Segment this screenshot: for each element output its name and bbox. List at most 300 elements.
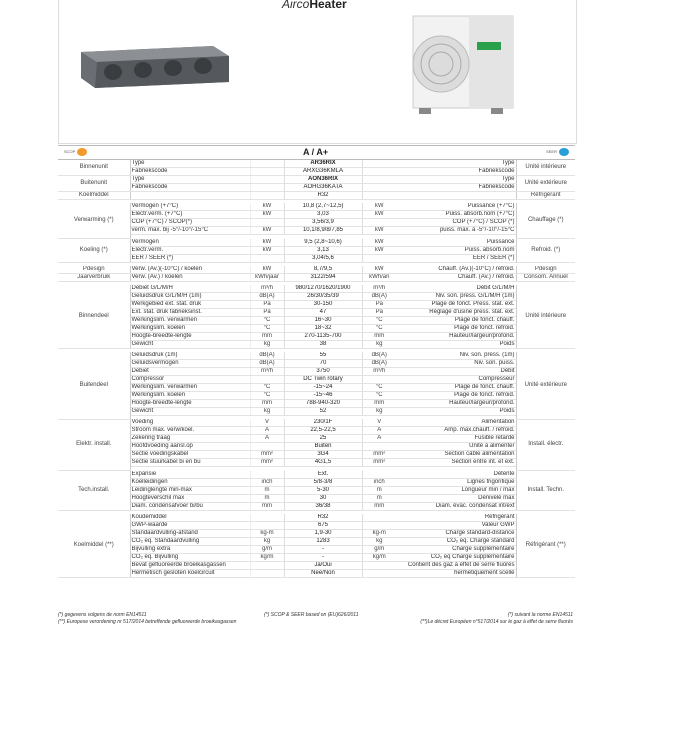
unit-fr: kW <box>362 211 396 219</box>
spec-label-fr: Type <box>396 176 516 184</box>
group-label-nl: Buitenunit <box>58 176 130 192</box>
spec-value: ARXG36KMLA <box>284 168 362 176</box>
unit-nl: mm <box>250 332 284 340</box>
spec-label-fr: Niv. son. puiss. <box>396 359 516 367</box>
spec-value: 55 <box>284 352 362 360</box>
group-label-nl: Jaarverbruik <box>58 273 130 281</box>
spec-label-nl: Bijvulling extra <box>130 545 250 553</box>
spec-value: 47 <box>284 308 362 316</box>
spec-value: 980/1270/1620/1900 <box>284 285 362 293</box>
unit-nl: dB(A) <box>250 359 284 367</box>
unit-nl: dB(A) <box>250 292 284 300</box>
spec-label-fr: Amp. max.chauff. / refroid. <box>396 427 516 435</box>
spec-label-nl: verm. max. bij -5°/-10°/-15°C <box>130 227 250 235</box>
unit-nl: °C <box>250 391 284 399</box>
unit-fr: mm <box>362 399 396 407</box>
spec-label-nl: Debiet <box>130 367 250 375</box>
spec-label-nl: Standaardvulling-afstand <box>130 529 250 537</box>
spec-value: R32 <box>284 514 362 522</box>
unit-fr: dB(A) <box>362 352 396 360</box>
table-row <box>58 459 575 467</box>
group-label-fr: Unité extérieure <box>516 176 575 192</box>
group-label-fr: Unité intérieure <box>516 160 575 176</box>
table-row <box>58 443 575 451</box>
spec-label-nl: Leidinglengte min-max <box>130 486 250 494</box>
table-row <box>58 246 575 254</box>
group-label-nl: Binnenunit <box>58 160 130 176</box>
table-row <box>58 292 575 300</box>
unit-nl: kg-m <box>250 529 284 537</box>
spec-label-nl: Geluidsvermogen <box>130 359 250 367</box>
table-row <box>58 192 575 200</box>
spec-value: 3122/594 <box>284 273 362 281</box>
unit-nl: kW <box>250 211 284 219</box>
spec-label-fr: Puiss. absorb.nom <box>396 246 516 254</box>
unit-fr: kg <box>362 537 396 545</box>
spec-label-fr: CO₂ eq. Charge standard <box>396 537 516 545</box>
table-row <box>58 308 575 316</box>
unit-nl <box>250 254 284 262</box>
spec-label-fr: Dénivelé max <box>396 494 516 502</box>
spec-label-nl: Compressor <box>130 375 250 383</box>
spec-label-fr: Puissance <box>396 239 516 247</box>
spec-label-fr: Diam. évac. condensat int/ext <box>396 502 516 510</box>
spec-label-nl: Voeding <box>130 419 250 427</box>
unit-fr <box>362 561 396 569</box>
unit-fr: kW <box>362 246 396 254</box>
spec-label-fr: Lignes frigorifique <box>396 478 516 486</box>
spec-label-fr: Valeur GWP <box>396 521 516 529</box>
table-row <box>58 176 575 184</box>
group-label-fr: Réfrigérant (**) <box>516 514 575 578</box>
spec-label-nl: EER / SEER (*) <box>130 254 250 262</box>
unit-nl: mm <box>250 399 284 407</box>
spec-value: 1,9-30 <box>284 529 362 537</box>
spec-value: AR36RIX <box>284 160 362 168</box>
table-row <box>58 324 575 332</box>
group-label-fr: Install. électr. <box>516 419 575 471</box>
spec-label-fr: EER / SEER (*) <box>396 254 516 262</box>
unit-fr <box>362 521 396 529</box>
table-row <box>58 266 575 274</box>
footnote-scop: (*) SCOP & SEER based on (EU)626/2011 <box>264 612 359 618</box>
unit-nl: kWh/jaar <box>250 273 284 281</box>
unit-nl: kg <box>250 537 284 545</box>
spec-label-fr: Plage de fonct. Press. stat. ext. <box>396 300 516 308</box>
table-row <box>58 239 575 247</box>
brand-logo: AircoHeater <box>282 0 347 11</box>
table-row <box>58 521 575 529</box>
spec-label-fr: puiss. max. à -5°/-10°/-15°C <box>396 227 516 235</box>
group-label-fr: Consom. Annuel <box>516 273 575 281</box>
table-row <box>58 211 575 219</box>
spec-label-nl: Type <box>130 176 250 184</box>
unit-nl: A <box>250 427 284 435</box>
unit-fr <box>362 168 396 176</box>
spec-label-fr: Débit <box>396 367 516 375</box>
spec-label-fr: Fusible retardé <box>396 435 516 443</box>
table-row <box>58 168 575 176</box>
product-images <box>58 0 577 144</box>
unit-nl: m <box>250 486 284 494</box>
unit-nl: °C <box>250 383 284 391</box>
energy-class: A / A+ <box>303 147 329 157</box>
table-row <box>58 367 575 375</box>
unit-nl: g/m <box>250 545 284 553</box>
unit-nl: m <box>250 494 284 502</box>
spec-label-nl: Bevat gefluoreerde broeikasgassen <box>130 561 250 569</box>
spec-value: 788-940-320 <box>284 399 362 407</box>
footnote-nl-1: (*) gegevens volgens de norm EN14511 <box>58 612 147 618</box>
spec-label-fr: Type <box>396 160 516 168</box>
table-row <box>58 254 575 262</box>
table-row <box>58 203 575 211</box>
unit-fr: kW <box>362 266 396 274</box>
table-row <box>58 553 575 561</box>
spec-value: Ext. <box>284 471 362 479</box>
unit-nl <box>250 219 284 227</box>
unit-nl: mm² <box>250 451 284 459</box>
spec-label-fr: Chauff. (Av.) / refroid. <box>396 273 516 281</box>
spec-value: 270-1135-700 <box>284 332 362 340</box>
table-row <box>58 471 575 479</box>
unit-nl: A <box>250 435 284 443</box>
footnote-fr-1: (*) suivant la norme EN14511 <box>507 612 573 618</box>
spec-label-fr: Plage de fonct. chauff. <box>396 316 516 324</box>
spec-value: 9,5 (2,8~10,6) <box>284 239 362 247</box>
spec-label-nl: Geluidsdruk G/L/M/H (1m) <box>130 292 250 300</box>
unit-fr: mm <box>362 502 396 510</box>
spec-label-fr: Poids <box>396 407 516 415</box>
spec-label-nl: Verw. (Av.)(-10°C) / koelen <box>130 266 250 274</box>
unit-nl: kW <box>250 203 284 211</box>
group-label-fr: Unité intérieure <box>516 285 575 349</box>
spec-label-nl: Sectie stuurkabel bi en bu <box>130 459 250 467</box>
spec-value: 36/38 <box>284 502 362 510</box>
unit-fr: kg/m <box>362 553 396 561</box>
spec-label-nl: Geluidsdruk (1m) <box>130 352 250 360</box>
group-label-nl: Binnendeel <box>58 285 130 349</box>
spec-label-fr: Hauteur/largeur/profond. <box>396 332 516 340</box>
unit-nl <box>250 176 284 184</box>
spec-value: Buiten <box>284 443 362 451</box>
spec-value: AON36RIX <box>284 176 362 184</box>
spec-value: 5-30 <box>284 486 362 494</box>
table-row <box>58 160 575 168</box>
spec-value: 3750 <box>284 367 362 375</box>
unit-nl: kW <box>250 246 284 254</box>
unit-nl <box>250 192 284 200</box>
unit-fr <box>362 219 396 227</box>
unit-fr: A <box>362 435 396 443</box>
spec-value: 26/30/35/39 <box>284 292 362 300</box>
spec-label-nl <box>130 192 250 200</box>
unit-fr: dB(A) <box>362 359 396 367</box>
spec-value: - <box>284 553 362 561</box>
spec-label-fr: Longueur min / max <box>396 486 516 494</box>
spec-value: 230/1F <box>284 419 362 427</box>
spec-label-nl: Werkingslim. verwarmen <box>130 316 250 324</box>
table-row <box>58 399 575 407</box>
spec-value: 3,13 <box>284 246 362 254</box>
spec-label-nl: Koudemiddel <box>130 514 250 522</box>
unit-nl: °C <box>250 324 284 332</box>
unit-fr: V <box>362 419 396 427</box>
spec-value: 70 <box>284 359 362 367</box>
spec-value: 16~30 <box>284 316 362 324</box>
unit-nl: kW <box>250 266 284 274</box>
table-row <box>58 419 575 427</box>
spec-label-fr: COP (+7°C) / SCOP (*) <box>396 219 516 227</box>
table-row <box>58 478 575 486</box>
spec-value: 4G1,5 <box>284 459 362 467</box>
scop-logo: SCOP <box>64 148 87 156</box>
spec-value: 1283 <box>284 537 362 545</box>
unit-fr <box>362 514 396 522</box>
unit-fr <box>362 184 396 192</box>
unit-fr: °C <box>362 383 396 391</box>
table-row <box>58 332 575 340</box>
unit-nl <box>250 521 284 529</box>
spec-label-nl: Gewicht <box>130 407 250 415</box>
unit-nl: mm² <box>250 459 284 467</box>
unit-fr <box>362 160 396 168</box>
spec-value: DC Twin rotary <box>284 375 362 383</box>
spec-value: 10,8 (2,7~12,5) <box>284 203 362 211</box>
spec-label-nl: Hoogte-breedte-lengte <box>130 332 250 340</box>
footnote-fr-2: (**)Le décret Européen n°517/2014 sur le gaz à effet de serre fluorés <box>420 619 573 625</box>
spec-label-nl: Werkgebied ext. stat. druk <box>130 300 250 308</box>
unit-fr: Pa <box>362 308 396 316</box>
table-row <box>58 514 575 522</box>
spec-label-nl: Hoofdvoeding aansl.op <box>130 443 250 451</box>
spec-label-fr: Contient des gaz à effet de serre fluorés <box>396 561 516 569</box>
unit-fr: m <box>362 494 396 502</box>
spec-label-nl: Sectie voedingskabel <box>130 451 250 459</box>
spec-label-fr: Poids <box>396 340 516 348</box>
spec-label-nl: COP (+7°C) / SCOP(*) <box>130 219 250 227</box>
table-row <box>58 451 575 459</box>
table-row <box>58 340 575 348</box>
unit-nl: m³/h <box>250 285 284 293</box>
spec-value: 3G4 <box>284 451 362 459</box>
unit-nl: mm <box>250 502 284 510</box>
spec-label-nl: Gewicht <box>130 340 250 348</box>
table-row <box>58 352 575 360</box>
unit-fr: kWh/an <box>362 273 396 281</box>
spec-value: 10,1/8,9/8/7,85 <box>284 227 362 235</box>
spec-label-nl: Werkingslim. verwarmen <box>130 383 250 391</box>
spec-label-nl: Ext. stat. druk fabrieksinst. <box>130 308 250 316</box>
spec-value: - <box>284 545 362 553</box>
spec-value: 3,03 <box>284 211 362 219</box>
seer-logo: SEER <box>546 148 569 156</box>
unit-fr: inch <box>362 478 396 486</box>
group-label-nl: Koelmiddel (**) <box>58 514 130 578</box>
spec-label-fr: Plage de fonct. refroid. <box>396 391 516 399</box>
group-label-fr: Unité extérieure <box>516 352 575 420</box>
spec-label-nl: Vermogen <box>130 239 250 247</box>
unit-fr: mm² <box>362 459 396 467</box>
spec-value: -15~46 <box>284 391 362 399</box>
unit-nl <box>250 168 284 176</box>
unit-fr: dB(A) <box>362 292 396 300</box>
spec-value: 675 <box>284 521 362 529</box>
unit-nl <box>250 561 284 569</box>
group-label-nl: Koelmiddel <box>58 192 130 200</box>
spec-label-nl: Hermetisch gesloten koelcircuit <box>130 569 250 577</box>
spec-label-nl: Vermogen (+7°C) <box>130 203 250 211</box>
spec-value: Ja/Oui <box>284 561 362 569</box>
spec-label-nl: Zekering traag <box>130 435 250 443</box>
spec-label-fr: Niv. son. press. G/L/M/H (1m) <box>396 292 516 300</box>
unit-fr: m³/h <box>362 285 396 293</box>
spec-value: 5/8-3/8 <box>284 478 362 486</box>
table-row <box>58 300 575 308</box>
unit-fr: kW <box>362 227 396 235</box>
unit-fr <box>362 471 396 479</box>
unit-nl: kW <box>250 227 284 235</box>
spec-value: -15~24 <box>284 383 362 391</box>
spec-label-nl: Electr.verm. <box>130 246 250 254</box>
table-row <box>58 545 575 553</box>
indoor-unit-image <box>73 42 229 90</box>
spec-label-nl: Diam. condensafvoer bi/bu <box>130 502 250 510</box>
spec-label-fr: Chauff. (Av.)(-10°C) / refroid. <box>396 266 516 274</box>
spec-label-fr: Fabriekscode <box>396 168 516 176</box>
group-label-fr: Pdesign <box>516 266 575 274</box>
table-row <box>58 383 575 391</box>
unit-fr: kg <box>362 340 396 348</box>
spec-label-fr: Unité à alimenter <box>396 443 516 451</box>
spec-value: Nee/Non <box>284 569 362 577</box>
group-label-nl: Buitendeel <box>58 352 130 420</box>
unit-fr: kg <box>362 407 396 415</box>
spec-value: 8,7/9,5 <box>284 266 362 274</box>
spec-label-nl: CO₂ eq. Bijvulling <box>130 553 250 561</box>
unit-fr: °C <box>362 324 396 332</box>
unit-fr: kW <box>362 239 396 247</box>
spec-value: 52 <box>284 407 362 415</box>
spec-label-fr: Plage de fonct. chauff. <box>396 383 516 391</box>
table-row <box>58 486 575 494</box>
table-row <box>58 435 575 443</box>
unit-nl <box>250 443 284 451</box>
table-row <box>58 569 575 577</box>
spec-label-fr: hermétiquement scellé <box>396 569 516 577</box>
spec-label-nl: Koelleidingen <box>130 478 250 486</box>
unit-nl <box>250 514 284 522</box>
spec-label-fr: Section entre int. et ext. <box>396 459 516 467</box>
unit-fr <box>362 375 396 383</box>
spec-value: 38 <box>284 340 362 348</box>
unit-nl: kW <box>250 239 284 247</box>
unit-nl: kg <box>250 407 284 415</box>
table-row <box>58 227 575 235</box>
unit-fr: g/m <box>362 545 396 553</box>
unit-nl: kg/m <box>250 553 284 561</box>
spec-label-nl: Expansie <box>130 471 250 479</box>
unit-fr: mm² <box>362 451 396 459</box>
spec-label-nl: Type <box>130 160 250 168</box>
spec-label-nl: CO₂ eq. Standaardvulling <box>130 537 250 545</box>
spec-label-fr: Alimentation <box>396 419 516 427</box>
unit-fr: kW <box>362 203 396 211</box>
spec-label-fr <box>396 192 516 200</box>
energy-label-row <box>58 145 575 160</box>
spec-label-nl: Verw. (Av.) / koelen <box>130 273 250 281</box>
spec-value: 3,04/5,6 <box>284 254 362 262</box>
unit-nl <box>250 160 284 168</box>
spec-label-nl: Hoogte-breedte-lengte <box>130 399 250 407</box>
spec-label-fr: Puiss. absorb.nom (+7°C) <box>396 211 516 219</box>
group-label-nl: Elektr. install. <box>58 419 130 471</box>
outdoor-unit-image <box>409 12 521 120</box>
unit-nl: Pa <box>250 308 284 316</box>
spec-label-fr: Détente <box>396 471 516 479</box>
spec-label-nl: Electr.verm. (+7°C) <box>130 211 250 219</box>
group-label-nl: Verwarming (*) <box>58 203 130 239</box>
unit-nl: inch <box>250 478 284 486</box>
unit-fr <box>362 176 396 184</box>
table-row <box>58 316 575 324</box>
group-label-nl: Tech.install. <box>58 471 130 511</box>
table-row <box>58 391 575 399</box>
unit-fr: kg-m <box>362 529 396 537</box>
footnote-nl-2: (**) Europese verordening nr 517/2014 betreffende gefluoreerde broeikasgassen <box>58 619 237 625</box>
spec-label-nl: Stroom max. verw/koel. <box>130 427 250 435</box>
unit-fr <box>362 254 396 262</box>
unit-nl: dB(A) <box>250 352 284 360</box>
table-row <box>58 561 575 569</box>
spec-table <box>58 160 575 578</box>
unit-fr: mm <box>362 332 396 340</box>
spec-value: 30-150 <box>284 300 362 308</box>
spec-label-nl: Fabriekscode <box>130 168 250 176</box>
spec-label-fr: Section câble alimentation <box>396 451 516 459</box>
spec-label-fr: Compresseur <box>396 375 516 383</box>
unit-nl: kg <box>250 340 284 348</box>
unit-fr: Pa <box>362 300 396 308</box>
unit-nl <box>250 184 284 192</box>
spec-label-fr: Charge standard-distance <box>396 529 516 537</box>
table-row <box>58 407 575 415</box>
group-label-fr: Install. Techn. <box>516 471 575 511</box>
unit-fr: m³/h <box>362 367 396 375</box>
unit-nl <box>250 375 284 383</box>
unit-nl: V <box>250 419 284 427</box>
group-label-nl: Koeling (*) <box>58 239 130 263</box>
table-row <box>58 285 575 293</box>
unit-nl: °C <box>250 316 284 324</box>
table-row <box>58 529 575 537</box>
spec-label-fr: Réglage d'usine press. stat. ext. <box>396 308 516 316</box>
unit-nl <box>250 471 284 479</box>
table-row <box>58 219 575 227</box>
unit-nl: Pa <box>250 300 284 308</box>
spec-label-nl: Debiet G/L/M/H <box>130 285 250 293</box>
unit-fr: °C <box>362 316 396 324</box>
spec-value: 25 <box>284 435 362 443</box>
spec-label-fr: CO₂ eq Charge supplémentaire <box>396 553 516 561</box>
spec-label-fr: Charge supplémentaire <box>396 545 516 553</box>
unit-fr: A <box>362 427 396 435</box>
table-row <box>58 537 575 545</box>
table-row <box>58 273 575 281</box>
table-row <box>58 502 575 510</box>
spec-label-fr: Hauteur/largeur/profond. <box>396 399 516 407</box>
spec-label-fr: Niv. son. press. (1m) <box>396 352 516 360</box>
